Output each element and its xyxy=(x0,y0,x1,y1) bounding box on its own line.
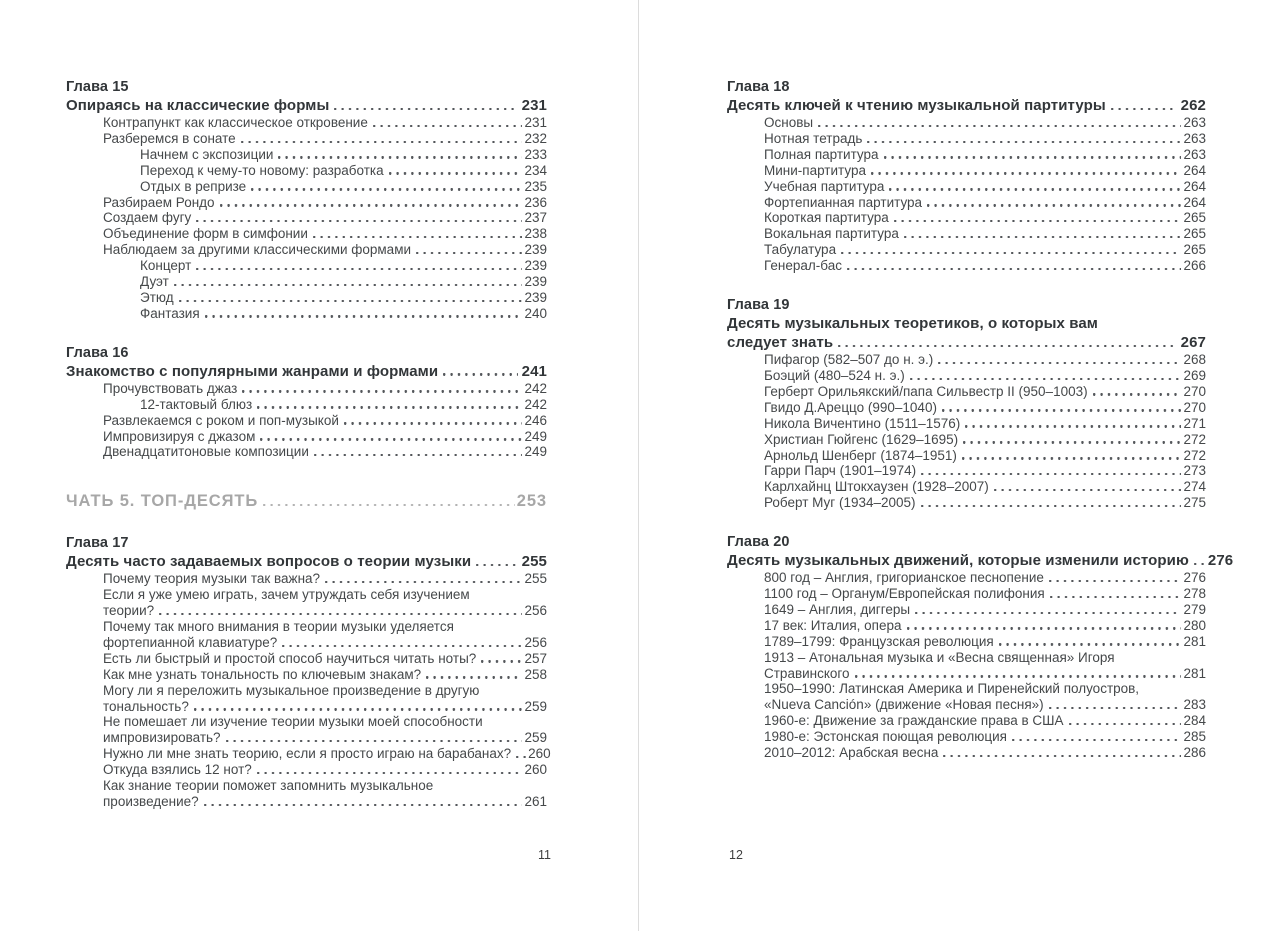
toc-entry-row xyxy=(66,163,547,179)
entry-text: произведение? xyxy=(103,794,199,809)
entry-text: Мини-партитура xyxy=(764,162,866,178)
page-ref: 259 xyxy=(524,698,547,714)
dot-leader xyxy=(1194,563,1204,565)
page-ref: 236 xyxy=(524,194,547,210)
entry-text: 2010–2012: Арабская весна xyxy=(764,745,939,761)
page-folio-right: 12 xyxy=(729,848,743,862)
dot-leader xyxy=(1111,108,1177,110)
toc-entry-row xyxy=(727,147,1206,163)
chapter-kicker: Глава 18 xyxy=(727,79,790,95)
toc-entry-row xyxy=(727,131,1206,147)
toc-entry-row xyxy=(727,242,1206,258)
page-ref: 273 xyxy=(1183,463,1206,479)
chapter-title-row xyxy=(66,96,547,115)
toc-entry-row xyxy=(727,618,1206,634)
chapter-title-row xyxy=(727,551,1234,570)
toc-entry-row xyxy=(66,242,547,258)
toc-entry-line: Могу ли я переложить музыкальное произведение в другую xyxy=(103,682,480,698)
entry-text: 800 год – Англия, григорианское песнопение xyxy=(764,570,1044,586)
toc-entry-row xyxy=(727,634,1206,650)
dot-leader xyxy=(889,188,1181,190)
toc-entry-row xyxy=(727,179,1206,195)
entry-text: Переход к чему-то новому: разработка xyxy=(140,162,384,178)
dot-leader xyxy=(426,676,522,678)
toc-entry-row xyxy=(727,666,1206,682)
toc-entry-row xyxy=(727,463,1206,479)
toc-entry-row xyxy=(727,745,1206,761)
entry-text: Объединение форм в симфонии xyxy=(103,226,308,242)
entry-text: 12-тактовый блюз xyxy=(140,396,253,412)
page-ref: 255 xyxy=(524,571,547,587)
entry-text: Боэций (480–524 н. э.) xyxy=(764,367,905,383)
toc-entry-row xyxy=(66,226,547,242)
entry-text: Нотная тетрадь xyxy=(764,130,863,146)
entry-text: Стравинского xyxy=(764,665,850,681)
dot-leader xyxy=(260,438,522,440)
page-ref: 274 xyxy=(1183,479,1206,495)
entry-text: Прочувствовать джаз xyxy=(103,380,238,396)
dot-leader xyxy=(1093,393,1182,395)
dot-leader xyxy=(263,504,515,506)
dot-leader xyxy=(196,268,522,270)
chapter-section xyxy=(66,534,551,810)
page-ref: 275 xyxy=(1183,495,1206,511)
page-ref: 266 xyxy=(1183,258,1206,274)
toc-entry-row xyxy=(66,397,547,413)
chapter-section xyxy=(66,344,547,461)
entry-text: Разбираем Рондо xyxy=(103,194,215,210)
chapter-title-line: Десять музыкальных теоретиков, о которых вам xyxy=(727,315,1098,333)
dot-leader xyxy=(174,284,523,286)
entry-text: Генерал-бас xyxy=(764,258,842,274)
dot-leader xyxy=(915,612,1181,614)
dot-leader xyxy=(884,156,1182,158)
entry-text: тональность? xyxy=(103,698,189,714)
toc-entry-row xyxy=(66,762,547,778)
chapter-section xyxy=(727,533,1234,761)
entry-text: Табулатура xyxy=(764,242,837,258)
entry-text: Импровизируя с джазом xyxy=(103,428,256,444)
toc-entry-row xyxy=(727,602,1206,618)
page-ref: 231 xyxy=(524,115,547,130)
dot-leader xyxy=(943,755,1181,757)
dot-leader xyxy=(910,378,1182,380)
page-ref: 285 xyxy=(1183,729,1206,745)
dot-leader xyxy=(416,252,522,254)
page-ref: 235 xyxy=(524,178,547,194)
entry-text: Герберт Орильякский/папа Сильвестр II (950–1003) xyxy=(764,383,1088,399)
dot-leader xyxy=(942,409,1182,411)
toc-entry-row xyxy=(727,258,1206,274)
toc-entry-row xyxy=(66,699,547,715)
entry-text: Двенадцатитоновые композиции xyxy=(103,444,309,460)
toc-entry-row xyxy=(727,586,1206,602)
page-ref: 233 xyxy=(524,146,547,162)
entry-text: теории? xyxy=(103,603,155,619)
dot-leader xyxy=(334,108,517,110)
page-ref: 276 xyxy=(1183,570,1206,586)
chapter-section xyxy=(66,78,547,322)
page-ref: 257 xyxy=(524,650,547,666)
dot-leader xyxy=(257,406,522,408)
dot-leader xyxy=(1049,580,1182,582)
chapter-title-row xyxy=(727,96,1206,115)
toc-entry-row xyxy=(66,115,547,131)
dot-leader xyxy=(867,141,1181,143)
toc-entry-row xyxy=(66,258,547,274)
part-section xyxy=(66,491,547,512)
page-ref: 270 xyxy=(1183,399,1206,415)
page-ref: 265 xyxy=(1183,210,1206,226)
toc-entry-row xyxy=(66,635,547,651)
dot-leader xyxy=(963,441,1181,443)
toc-entry-row xyxy=(66,274,547,290)
chapter-title-row xyxy=(727,333,1206,352)
chapter-kicker: Глава 17 xyxy=(66,535,129,552)
part-heading-row xyxy=(66,491,547,512)
toc-entry-row xyxy=(727,416,1206,432)
toc-entry-row xyxy=(727,495,1206,511)
toc-entry-row xyxy=(727,384,1206,400)
toc-entry-row xyxy=(66,730,547,746)
toc-entry-row xyxy=(66,195,547,211)
toc-entry-row xyxy=(66,444,547,460)
entry-text: Пифагор (582–507 до н. э.) xyxy=(764,352,934,368)
page-ref: 255 xyxy=(521,553,547,571)
entry-text: Дуэт xyxy=(140,274,169,290)
page-ref: 278 xyxy=(1183,586,1206,602)
dot-leader xyxy=(481,660,522,662)
page-ref: 280 xyxy=(1183,617,1206,633)
dot-leader xyxy=(999,643,1182,645)
chapter-kicker: Глава 20 xyxy=(727,534,790,551)
dot-leader xyxy=(476,564,518,566)
entry-text: Вокальная партитура xyxy=(764,226,899,242)
entry-text: Разберемся в сонате xyxy=(103,130,236,146)
dot-leader xyxy=(516,756,526,758)
page-ref: 264 xyxy=(1183,162,1206,178)
dot-leader xyxy=(1050,596,1182,598)
page-ref: 238 xyxy=(524,226,547,242)
dot-leader xyxy=(841,252,1181,254)
entry-text: следует знать xyxy=(727,334,834,352)
dot-leader xyxy=(314,454,523,456)
entry-text: 1980-е: Эстонская поющая революция xyxy=(764,729,1007,745)
entry-text: фортепианной клавиатуре? xyxy=(103,634,278,650)
dot-leader xyxy=(871,172,1181,174)
entry-text: Десять ключей к чтению музыкальной партитуры xyxy=(727,97,1106,114)
page-ref: 265 xyxy=(1183,226,1206,242)
dot-leader xyxy=(838,345,1176,347)
entry-text: 1789–1799: Французская революция xyxy=(764,633,994,649)
entry-text: Как мне узнать тональность по ключевым знакам? xyxy=(103,666,422,682)
entry-text: 17 век: Италия, опера xyxy=(764,617,902,633)
toc-entry-line: 1950–1990: Латинская Америка и Пиренейский полуостров, xyxy=(764,681,1140,697)
page-ref: 264 xyxy=(1183,194,1206,210)
page-ref: 246 xyxy=(524,412,547,428)
page-folio-left: 11 xyxy=(538,848,551,862)
entry-text: Десять музыкальных движений, которые изменили историю xyxy=(727,552,1189,570)
toc-entry-row xyxy=(727,115,1206,131)
dot-leader xyxy=(847,268,1182,270)
toc-entry-row xyxy=(727,713,1206,729)
entry-text: Основы xyxy=(764,115,814,130)
page-ref: 260 xyxy=(528,746,551,762)
toc-page-right xyxy=(727,78,1234,761)
page-ref: 281 xyxy=(1183,633,1206,649)
page-ref: 268 xyxy=(1183,352,1206,368)
dot-leader xyxy=(226,740,523,742)
entry-text: Арнольд Шенберг (1874–1951) xyxy=(764,447,957,463)
entry-text: Знакомство с популярными жанрами и формами xyxy=(66,362,439,380)
entry-text: Короткая партитура xyxy=(764,210,889,226)
page-ref: 271 xyxy=(1183,415,1206,431)
entry-text: Этюд xyxy=(140,289,174,305)
page-ref: 269 xyxy=(1183,367,1206,383)
dot-leader xyxy=(927,204,1181,206)
dot-leader xyxy=(179,300,523,302)
dot-leader xyxy=(907,627,1182,629)
dot-leader xyxy=(965,425,1181,427)
page-ref: 262 xyxy=(1180,97,1206,114)
page-ref: 267 xyxy=(1180,334,1206,352)
toc-entry-row xyxy=(66,290,547,306)
page-ref: 241 xyxy=(521,362,547,380)
toc-entry-row xyxy=(66,746,551,762)
toc-entry-row xyxy=(727,729,1206,745)
toc-entry-row xyxy=(66,147,547,163)
chapter-kicker: Глава 16 xyxy=(66,344,129,361)
toc-entry-row xyxy=(66,131,547,147)
page-ref: 253 xyxy=(516,492,547,511)
entry-text: Учебная партитура xyxy=(764,178,885,194)
page-ref: 279 xyxy=(1183,601,1206,617)
page-ref: 286 xyxy=(1183,745,1206,761)
toc-entry-row xyxy=(66,413,547,429)
page-ref: 284 xyxy=(1183,713,1206,729)
dot-leader xyxy=(1069,723,1182,725)
dot-leader xyxy=(159,613,522,615)
dot-leader xyxy=(904,236,1182,238)
toc-entry-row xyxy=(66,381,547,397)
toc-entry-row xyxy=(66,651,547,667)
page-ref: 270 xyxy=(1183,383,1206,399)
toc-entry-row xyxy=(727,479,1206,495)
page-ref: 239 xyxy=(524,289,547,305)
entry-text: 1649 – Англия, диггеры xyxy=(764,601,911,617)
page-ref: 242 xyxy=(524,396,547,412)
toc-entry-row xyxy=(66,179,547,195)
page-ref: 260 xyxy=(524,762,547,778)
entry-text: Опираясь на классические формы xyxy=(66,97,330,114)
dot-leader xyxy=(389,172,523,174)
dot-leader xyxy=(257,772,523,774)
toc-entry-row xyxy=(727,195,1206,211)
dot-leader xyxy=(205,315,523,317)
entry-text: Отдых в репризе xyxy=(140,178,247,194)
toc-entry-row xyxy=(66,794,547,810)
entry-text: «Nueva Canción» (движение «Новая песня») xyxy=(764,697,1044,713)
dot-leader xyxy=(278,156,522,158)
page-ref: 256 xyxy=(524,634,547,650)
dot-leader xyxy=(938,362,1181,364)
page-ref: 249 xyxy=(524,444,547,460)
page-ref: 281 xyxy=(1183,665,1206,681)
page-ref: 265 xyxy=(1183,242,1206,258)
entry-text: Развлекаемся с роком и поп-музыкой xyxy=(103,412,339,428)
entry-text: Десять часто задаваемых вопросов о теории музыки xyxy=(66,553,472,571)
page-ref: 276 xyxy=(1207,552,1234,570)
toc-entry-row xyxy=(727,400,1206,416)
dot-leader xyxy=(241,141,523,143)
toc-entry-row xyxy=(66,667,547,683)
page-ref: 261 xyxy=(524,794,547,809)
dot-leader xyxy=(994,489,1182,491)
dot-leader xyxy=(1012,739,1182,741)
page-ref: 231 xyxy=(521,97,547,114)
page-ref: 272 xyxy=(1183,431,1206,447)
page-ref: 263 xyxy=(1183,115,1206,130)
entry-text: Гвидо Д.Ареццо (990–1040) xyxy=(764,399,937,415)
entry-text: 1100 год – Органум/Европейская полифония xyxy=(764,586,1045,602)
chapter-kicker: Глава 15 xyxy=(66,79,129,95)
toc-page-left xyxy=(66,78,551,810)
page-ref: 234 xyxy=(524,162,547,178)
chapter-title-row xyxy=(66,362,547,381)
toc-entry-row xyxy=(727,570,1206,586)
entry-text: Фантазия xyxy=(140,305,200,321)
toc-entry-row xyxy=(66,429,547,445)
entry-text: Наблюдаем за другими классическими формами xyxy=(103,242,412,258)
toc-entry-row xyxy=(727,697,1206,713)
entry-text: Никола Вичентино (1511–1576) xyxy=(764,415,961,431)
dot-leader xyxy=(443,373,518,375)
gutter-divider xyxy=(638,0,639,931)
entry-text: импровизировать? xyxy=(103,730,221,746)
page-ref: 232 xyxy=(524,130,547,146)
dot-leader xyxy=(921,473,1181,475)
toc-entry-row xyxy=(727,226,1206,242)
chapter-section xyxy=(727,78,1206,274)
entry-text: Откуда взялись 12 нот? xyxy=(103,762,252,778)
dot-leader xyxy=(921,505,1182,507)
chapter-section xyxy=(727,296,1206,511)
page-ref: 239 xyxy=(524,258,547,274)
toc-entry-row xyxy=(727,448,1206,464)
page-ref: 249 xyxy=(524,428,547,444)
page-ref: 263 xyxy=(1183,146,1206,162)
page-ref: 263 xyxy=(1183,130,1206,146)
page-ref: 272 xyxy=(1183,447,1206,463)
chapter-kicker: Глава 19 xyxy=(727,297,790,314)
dot-leader xyxy=(251,188,522,190)
page-ref: 283 xyxy=(1183,697,1206,713)
toc-entry-row xyxy=(727,432,1206,448)
toc-entry-row xyxy=(727,210,1206,226)
entry-text: Гарри Парч (1901–1974) xyxy=(764,463,917,479)
page-ref: 258 xyxy=(524,666,547,682)
entry-text: Фортепианная партитура xyxy=(764,194,923,210)
dot-leader xyxy=(242,390,522,392)
dot-leader xyxy=(855,675,1182,677)
entry-text: Полная партитура xyxy=(764,146,879,162)
dot-leader xyxy=(194,708,523,710)
toc-entry-row xyxy=(66,571,547,587)
entry-text: Роберт Муг (1934–2005) xyxy=(764,495,916,511)
entry-text: ЧАТЬ 5. ТОП-ДЕСЯТЬ xyxy=(66,492,259,511)
page-ref: 239 xyxy=(524,274,547,290)
dot-leader xyxy=(325,581,522,583)
dot-leader xyxy=(313,236,523,238)
toc-entry-line: 1913 – Атональная музыка и «Весна священная» Игоря xyxy=(764,649,1115,665)
entry-text: Создаем фугу xyxy=(103,210,192,226)
dot-leader xyxy=(373,125,523,127)
dot-leader xyxy=(220,204,523,206)
dot-leader xyxy=(282,645,522,647)
entry-text: Христиан Гюйгенс (1629–1695) xyxy=(764,431,959,447)
entry-text: Почему теория музыки так важна? xyxy=(103,571,321,587)
toc-entry-line: Не помешает ли изучение теории музыки моей способности xyxy=(103,714,483,730)
page-ref: 264 xyxy=(1183,178,1206,194)
toc-entry-line: Как знание теории поможет запомнить музыкальное xyxy=(103,778,434,794)
page-ref: 239 xyxy=(524,242,547,258)
dot-leader xyxy=(962,457,1182,459)
dot-leader xyxy=(894,220,1182,222)
dot-leader xyxy=(204,804,523,806)
toc-entry-line: Почему так много внимания в теории музыки уделяется xyxy=(103,619,454,635)
entry-text: Концерт xyxy=(140,258,192,274)
entry-text: Начнем с экспозиции xyxy=(140,146,274,162)
dot-leader xyxy=(818,125,1181,127)
toc-entry-row xyxy=(66,603,547,619)
dot-leader xyxy=(196,220,522,222)
toc-entry-row xyxy=(727,163,1206,179)
dot-leader xyxy=(344,422,523,424)
page-ref: 242 xyxy=(524,380,547,396)
page-ref: 259 xyxy=(524,730,547,746)
chapter-title-row xyxy=(66,552,547,571)
toc-entry-row xyxy=(727,368,1206,384)
entry-text: Есть ли быстрый и простой способ научиться читать ноты? xyxy=(103,650,477,666)
page-ref: 256 xyxy=(524,603,547,619)
entry-text: Карлхайнц Штокхаузен (1928–2007) xyxy=(764,479,989,495)
toc-entry-row xyxy=(66,210,547,226)
entry-text: Контрапункт как классическое откровение xyxy=(103,115,368,130)
dot-leader xyxy=(1049,707,1182,709)
toc-entry-row xyxy=(66,306,547,322)
toc-entry-line: Если я уже умею играть, зачем утруждать себя изучением xyxy=(103,587,470,603)
toc-entry-row xyxy=(727,352,1206,368)
entry-text: 1960-е: Движение за гражданские права в США xyxy=(764,713,1064,729)
entry-text: Нужно ли мне знать теорию, если я просто играю на барабанах? xyxy=(103,746,512,762)
page-ref: 240 xyxy=(524,305,547,321)
page-ref: 237 xyxy=(524,210,547,226)
